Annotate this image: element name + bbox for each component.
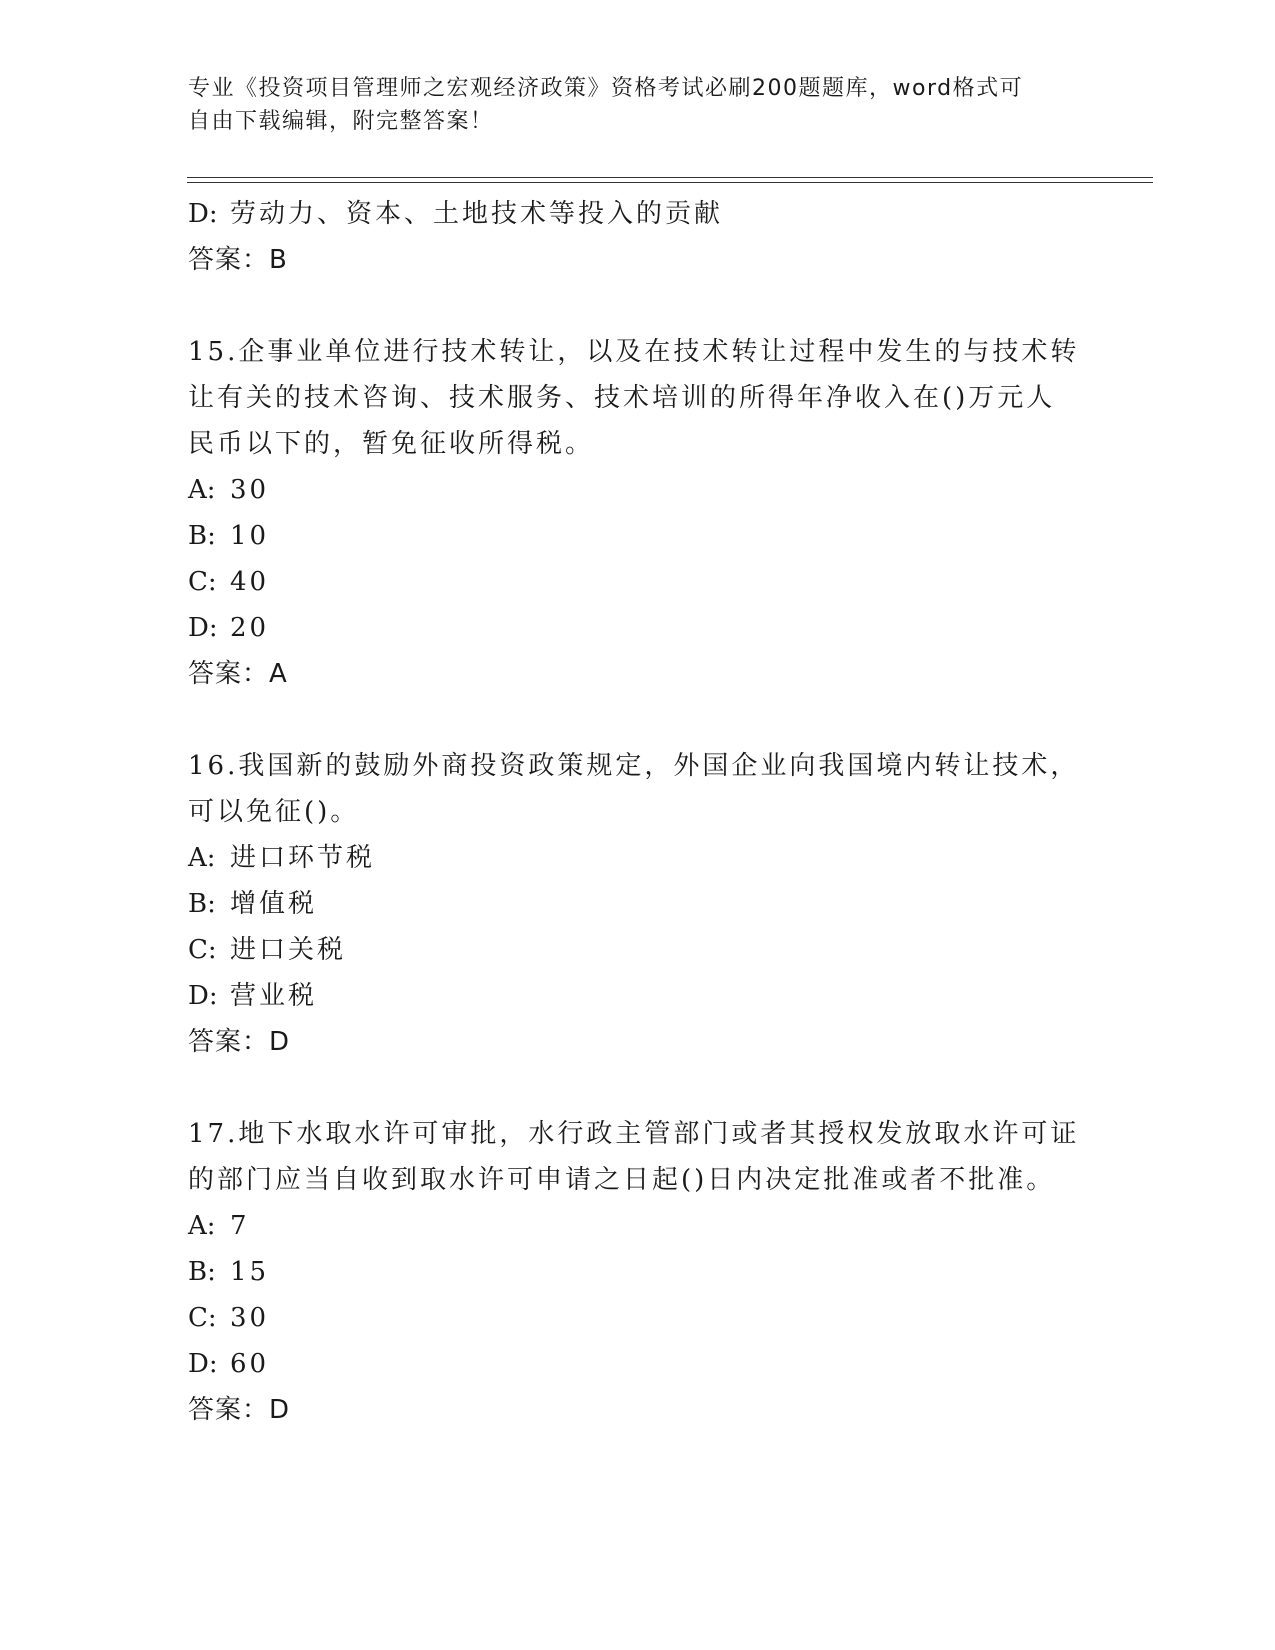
question-15 <box>188 329 1088 697</box>
question-17-option-d <box>188 1341 1088 1387</box>
question-body <box>188 191 1088 1433</box>
question-17-option-a <box>188 1203 1088 1249</box>
option-letter: D: <box>188 199 218 229</box>
option-letter: A: <box>188 843 216 873</box>
question-17 <box>188 1111 1088 1433</box>
question-16-option-d <box>188 973 1088 1019</box>
question-15-option-d <box>188 605 1088 651</box>
option-letter: C: <box>188 567 217 597</box>
option-text: 15 <box>230 1257 270 1287</box>
header-divider-top <box>187 177 1153 178</box>
option-text: 60 <box>230 1349 270 1379</box>
question-16-option-c <box>188 927 1088 973</box>
option-letter: A: <box>188 1211 216 1241</box>
option-letter: A: <box>188 475 216 505</box>
option-text: 营业税 <box>230 981 318 1011</box>
question-17-option-c <box>188 1295 1088 1341</box>
option-text: 7 <box>230 1211 250 1241</box>
option-text: 进口环节税 <box>230 843 376 873</box>
question-16 <box>188 743 1088 1065</box>
option-text: 进口关税 <box>230 935 347 965</box>
question-16-option-b <box>188 881 1088 927</box>
question-16-answer: 答案：D <box>188 1027 291 1057</box>
option-text: 劳动力、资本、土地技术等投入的贡献 <box>230 199 724 229</box>
option-text: 增值税 <box>230 889 318 919</box>
question-17-line-2: 的部门应当自收到取水许可申请之日起()日内决定批准或者不批准。 <box>188 1165 1056 1195</box>
question-15-option-a <box>188 467 1088 513</box>
question-17-line-1: 17.地下水取水许可审批，水行政主管部门或者其授权发放取水许可证 <box>188 1119 1080 1149</box>
option-letter: D: <box>188 613 218 643</box>
prev-option-d <box>188 191 1088 237</box>
option-letter: C: <box>188 1303 217 1333</box>
page-header <box>188 72 1068 138</box>
question-17-option-b <box>188 1249 1088 1295</box>
question-16-line-2: 可以免征()。 <box>188 797 360 827</box>
option-letter: C: <box>188 935 217 965</box>
question-15-option-b <box>188 513 1088 559</box>
question-15-line-3: 民币以下的，暂免征收所得税。 <box>188 429 595 459</box>
option-text: 10 <box>230 521 270 551</box>
prev-answer: 答案：B <box>188 245 288 275</box>
option-text: 30 <box>230 475 270 505</box>
option-letter: B: <box>188 889 216 919</box>
option-text: 20 <box>230 613 270 643</box>
question-16-line-1: 16.我国新的鼓励外商投资政策规定，外国企业向我国境内转让技术， <box>188 751 1080 781</box>
question-15-answer: 答案：A <box>188 659 288 689</box>
header-line-1: 专业《投资项目管理师之宏观经济政策》资格考试必刷200题题库，word格式可 <box>188 76 1024 101</box>
question-17-answer: 答案：D <box>188 1395 291 1425</box>
question-15-line-1: 15.企事业单位进行技术转让，以及在技术转让过程中发生的与技术转 <box>188 337 1080 367</box>
question-15-line-2: 让有关的技术咨询、技术服务、技术培训的所得年净收入在()万元人 <box>188 383 1056 413</box>
header-line-2: 自由下载编辑，附完整答案！ <box>188 109 494 134</box>
question-16-option-a <box>188 835 1088 881</box>
question-15-option-c <box>188 559 1088 605</box>
header-divider-bottom <box>187 182 1153 183</box>
option-letter: B: <box>188 521 216 551</box>
option-text: 30 <box>230 1303 270 1333</box>
option-letter: D: <box>188 1349 218 1379</box>
option-text: 40 <box>230 567 270 597</box>
option-letter: B: <box>188 1257 216 1287</box>
option-letter: D: <box>188 981 218 1011</box>
